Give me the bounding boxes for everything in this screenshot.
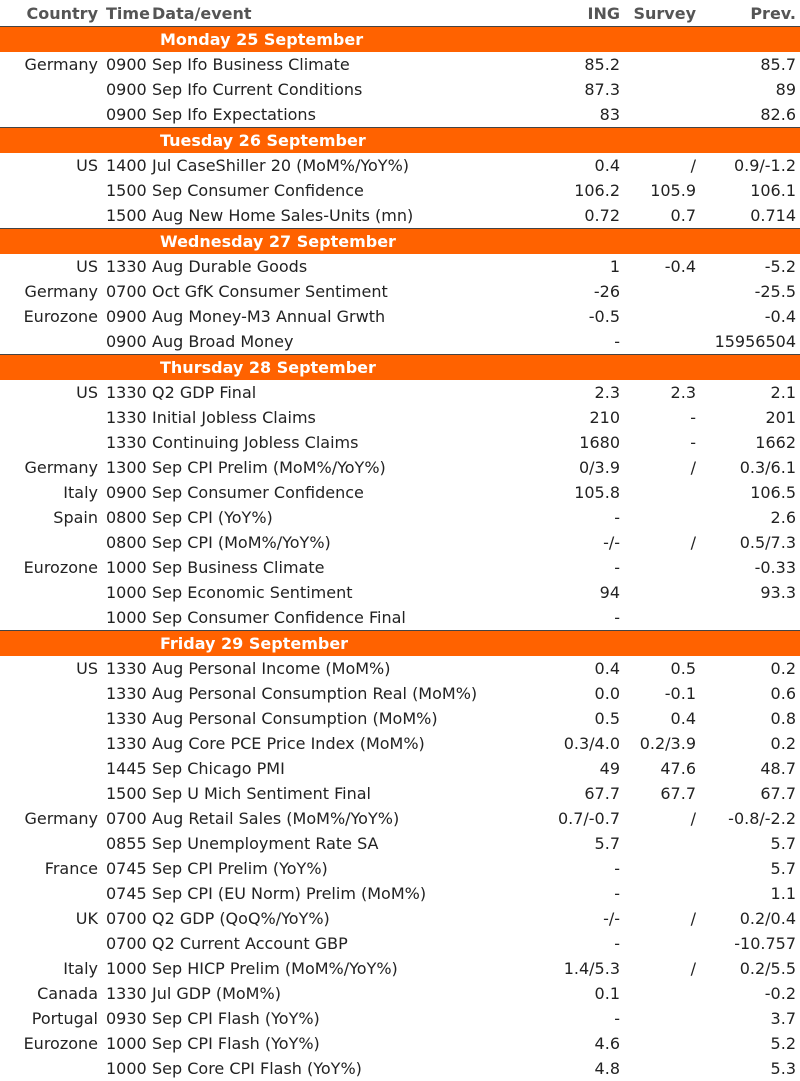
event-cell: Sep Consumer Confidence xyxy=(150,178,540,203)
survey-cell: / xyxy=(626,956,706,981)
event-cell: Sep Ifo Business Climate xyxy=(150,52,540,77)
table-row xyxy=(0,856,800,881)
event-cell: Sep CPI (MoM%/YoY%) xyxy=(150,530,540,555)
event-cell: Jul CaseShiller 20 (MoM%/YoY%) xyxy=(150,153,540,178)
table-row xyxy=(0,605,800,631)
event-cell: Aug Personal Consumption Real (MoM%) xyxy=(150,681,540,706)
prev-cell: 0.2/5.5 xyxy=(706,956,800,981)
country-cell xyxy=(0,605,104,631)
survey-cell: 105.9 xyxy=(626,178,706,203)
event-cell: Q2 GDP Final xyxy=(150,380,540,405)
survey-cell: 2.3 xyxy=(626,380,706,405)
survey-cell xyxy=(626,881,706,906)
table-row xyxy=(0,102,800,128)
time-cell: 1330 xyxy=(104,380,150,405)
survey-cell xyxy=(626,1056,706,1081)
prev-cell: 5.7 xyxy=(706,856,800,881)
survey-cell: 0.4 xyxy=(626,706,706,731)
time-cell: 1000 xyxy=(104,580,150,605)
time-cell: 0900 xyxy=(104,304,150,329)
survey-cell xyxy=(626,856,706,881)
survey-cell xyxy=(626,1031,706,1056)
country-cell xyxy=(0,580,104,605)
time-cell: 1000 xyxy=(104,1031,150,1056)
day-header-spacer xyxy=(0,631,150,657)
prev-cell: 1.1 xyxy=(706,881,800,906)
country-cell xyxy=(0,681,104,706)
time-cell: 1400 xyxy=(104,153,150,178)
day-header-row xyxy=(0,229,800,255)
table-row xyxy=(0,1006,800,1031)
country-cell xyxy=(0,203,104,229)
country-cell: Portugal xyxy=(0,1006,104,1031)
event-cell: Sep Ifo Current Conditions xyxy=(150,77,540,102)
prev-cell: 0.3/6.1 xyxy=(706,455,800,480)
time-cell: 1000 xyxy=(104,555,150,580)
event-cell: Oct GfK Consumer Sentiment xyxy=(150,279,540,304)
prev-cell: 82.6 xyxy=(706,102,800,128)
time-cell: 1330 xyxy=(104,981,150,1006)
prev-cell: 2.6 xyxy=(706,505,800,530)
ing-cell: 0.4 xyxy=(540,153,626,178)
ing-cell: - xyxy=(540,505,626,530)
day-label: Monday 25 September xyxy=(150,27,800,53)
header-survey: Survey xyxy=(626,0,706,27)
time-cell: 0900 xyxy=(104,480,150,505)
event-cell: Sep U Mich Sentiment Final xyxy=(150,781,540,806)
country-cell xyxy=(0,178,104,203)
time-cell: 0700 xyxy=(104,906,150,931)
ing-cell: 0.4 xyxy=(540,656,626,681)
survey-cell xyxy=(626,52,706,77)
survey-cell: / xyxy=(626,906,706,931)
table-row xyxy=(0,656,800,681)
table-row xyxy=(0,931,800,956)
table-row xyxy=(0,881,800,906)
day-header-spacer xyxy=(0,27,150,53)
time-cell: 1330 xyxy=(104,731,150,756)
survey-cell: -0.1 xyxy=(626,681,706,706)
table-row xyxy=(0,153,800,178)
country-cell xyxy=(0,756,104,781)
prev-cell: -0.8/-2.2 xyxy=(706,806,800,831)
table-row xyxy=(0,731,800,756)
survey-cell xyxy=(626,931,706,956)
event-cell: Aug Personal Consumption (MoM%) xyxy=(150,706,540,731)
survey-cell: 0.7 xyxy=(626,203,706,229)
table-row xyxy=(0,480,800,505)
country-cell xyxy=(0,329,104,355)
ing-cell: 0.7/-0.7 xyxy=(540,806,626,831)
country-cell xyxy=(0,781,104,806)
time-cell: 0745 xyxy=(104,881,150,906)
time-cell: 1330 xyxy=(104,681,150,706)
ing-cell: 0.5 xyxy=(540,706,626,731)
time-cell: 0900 xyxy=(104,329,150,355)
survey-cell: / xyxy=(626,153,706,178)
ing-cell: - xyxy=(540,605,626,631)
event-cell: Q2 GDP (QoQ%/YoY%) xyxy=(150,906,540,931)
header-row xyxy=(0,0,800,27)
day-header-row xyxy=(0,631,800,657)
country-cell: Eurozone xyxy=(0,555,104,580)
event-cell: Sep Economic Sentiment xyxy=(150,580,540,605)
event-cell: Sep Consumer Confidence xyxy=(150,480,540,505)
table-row xyxy=(0,806,800,831)
time-cell: 1330 xyxy=(104,254,150,279)
prev-cell: 106.1 xyxy=(706,178,800,203)
ing-cell: 0.72 xyxy=(540,203,626,229)
event-cell: Sep CPI Flash (YoY%) xyxy=(150,1006,540,1031)
ing-cell: - xyxy=(540,1006,626,1031)
ing-cell: 85.2 xyxy=(540,52,626,77)
time-cell: 1330 xyxy=(104,430,150,455)
country-cell xyxy=(0,77,104,102)
survey-cell xyxy=(626,505,706,530)
survey-cell xyxy=(626,981,706,1006)
event-cell: Sep CPI Prelim (MoM%/YoY%) xyxy=(150,455,540,480)
time-cell: 0930 xyxy=(104,1006,150,1031)
ing-cell: - xyxy=(540,856,626,881)
ing-cell: - xyxy=(540,555,626,580)
event-cell: Sep CPI (YoY%) xyxy=(150,505,540,530)
event-cell: Aug New Home Sales-Units (mn) xyxy=(150,203,540,229)
day-header-row xyxy=(0,128,800,154)
event-cell: Q2 Current Account GBP xyxy=(150,931,540,956)
time-cell: 0700 xyxy=(104,279,150,304)
time-cell: 1330 xyxy=(104,656,150,681)
event-cell: Aug Durable Goods xyxy=(150,254,540,279)
prev-cell: 2.1 xyxy=(706,380,800,405)
prev-cell: 85.7 xyxy=(706,52,800,77)
event-cell: Aug Core PCE Price Index (MoM%) xyxy=(150,731,540,756)
ing-cell: 94 xyxy=(540,580,626,605)
survey-cell: 67.7 xyxy=(626,781,706,806)
table-row xyxy=(0,956,800,981)
country-cell: Germany xyxy=(0,455,104,480)
prev-cell: 0.8 xyxy=(706,706,800,731)
day-label: Tuesday 26 September xyxy=(150,128,800,154)
event-cell: Sep CPI Prelim (YoY%) xyxy=(150,856,540,881)
time-cell: 1000 xyxy=(104,1056,150,1081)
table-row xyxy=(0,706,800,731)
table-row xyxy=(0,580,800,605)
survey-cell xyxy=(626,831,706,856)
ing-cell: - xyxy=(540,931,626,956)
country-cell: Italy xyxy=(0,956,104,981)
prev-cell: 0.714 xyxy=(706,203,800,229)
ing-cell: 0/3.9 xyxy=(540,455,626,480)
country-cell xyxy=(0,102,104,128)
time-cell: 0700 xyxy=(104,806,150,831)
event-cell: Continuing Jobless Claims xyxy=(150,430,540,455)
event-cell: Aug Broad Money xyxy=(150,329,540,355)
prev-cell: -0.2 xyxy=(706,981,800,1006)
table-row xyxy=(0,530,800,555)
ing-cell: 210 xyxy=(540,405,626,430)
time-cell: 1500 xyxy=(104,203,150,229)
time-cell: 1500 xyxy=(104,178,150,203)
time-cell: 0900 xyxy=(104,77,150,102)
country-cell xyxy=(0,430,104,455)
table-row xyxy=(0,981,800,1006)
time-cell: 0800 xyxy=(104,530,150,555)
ing-cell: 4.6 xyxy=(540,1031,626,1056)
event-cell: Jul GDP (MoM%) xyxy=(150,981,540,1006)
ing-cell: -/- xyxy=(540,906,626,931)
event-cell: Aug Personal Income (MoM%) xyxy=(150,656,540,681)
time-cell: 1500 xyxy=(104,781,150,806)
table-row xyxy=(0,405,800,430)
table-row xyxy=(0,178,800,203)
table-row xyxy=(0,781,800,806)
day-header-spacer xyxy=(0,229,150,255)
country-cell: Germany xyxy=(0,52,104,77)
prev-cell: 48.7 xyxy=(706,756,800,781)
survey-cell: / xyxy=(626,455,706,480)
calendar-body xyxy=(0,27,800,1081)
survey-cell xyxy=(626,77,706,102)
day-header-row xyxy=(0,355,800,381)
ing-cell: 105.8 xyxy=(540,480,626,505)
survey-cell: 47.6 xyxy=(626,756,706,781)
prev-cell: 0.2 xyxy=(706,731,800,756)
table-row xyxy=(0,756,800,781)
time-cell: 0900 xyxy=(104,102,150,128)
survey-cell xyxy=(626,304,706,329)
country-cell xyxy=(0,706,104,731)
prev-cell: -5.2 xyxy=(706,254,800,279)
survey-cell xyxy=(626,1006,706,1031)
ing-cell: 1680 xyxy=(540,430,626,455)
prev-cell: -0.33 xyxy=(706,555,800,580)
time-cell: 0855 xyxy=(104,831,150,856)
prev-cell: 1662 xyxy=(706,430,800,455)
event-cell: Aug Money-M3 Annual Grwth xyxy=(150,304,540,329)
country-cell: US xyxy=(0,656,104,681)
event-cell: Sep Unemployment Rate SA xyxy=(150,831,540,856)
header-event: Data/event xyxy=(150,0,540,27)
country-cell: Germany xyxy=(0,806,104,831)
table-row xyxy=(0,430,800,455)
country-cell: Germany xyxy=(0,279,104,304)
country-cell: US xyxy=(0,254,104,279)
header-prev: Prev. xyxy=(706,0,800,27)
prev-cell: 0.2/0.4 xyxy=(706,906,800,931)
prev-cell: 67.7 xyxy=(706,781,800,806)
survey-cell xyxy=(626,329,706,355)
country-cell xyxy=(0,931,104,956)
survey-cell xyxy=(626,580,706,605)
event-cell: Sep CPI Flash (YoY%) xyxy=(150,1031,540,1056)
event-cell: Sep Chicago PMI xyxy=(150,756,540,781)
ing-cell: 1 xyxy=(540,254,626,279)
event-cell: Sep HICP Prelim (MoM%/YoY%) xyxy=(150,956,540,981)
country-cell xyxy=(0,530,104,555)
table-row xyxy=(0,52,800,77)
ing-cell: -0.5 xyxy=(540,304,626,329)
prev-cell: 15956504 xyxy=(706,329,800,355)
table-row xyxy=(0,505,800,530)
ing-cell: 83 xyxy=(540,102,626,128)
event-cell: Sep CPI (EU Norm) Prelim (MoM%) xyxy=(150,881,540,906)
table-row xyxy=(0,1056,800,1081)
country-cell: Eurozone xyxy=(0,304,104,329)
prev-cell: 0.5/7.3 xyxy=(706,530,800,555)
time-cell: 0700 xyxy=(104,931,150,956)
ing-cell: 67.7 xyxy=(540,781,626,806)
header-time: Time xyxy=(104,0,150,27)
time-cell: 0800 xyxy=(104,505,150,530)
prev-cell: 89 xyxy=(706,77,800,102)
prev-cell: 93.3 xyxy=(706,580,800,605)
event-cell: Sep Core CPI Flash (YoY%) xyxy=(150,1056,540,1081)
event-cell: Sep Business Climate xyxy=(150,555,540,580)
event-cell: Sep Ifo Expectations xyxy=(150,102,540,128)
ing-cell: -/- xyxy=(540,530,626,555)
prev-cell: 0.9/-1.2 xyxy=(706,153,800,178)
ing-cell: 0.0 xyxy=(540,681,626,706)
table-row xyxy=(0,254,800,279)
country-cell: Canada xyxy=(0,981,104,1006)
country-cell xyxy=(0,405,104,430)
country-cell xyxy=(0,1056,104,1081)
country-cell: UK xyxy=(0,906,104,931)
prev-cell xyxy=(706,605,800,631)
prev-cell: -10.757 xyxy=(706,931,800,956)
country-cell: US xyxy=(0,380,104,405)
header-country: Country xyxy=(0,0,104,27)
ing-cell: - xyxy=(540,329,626,355)
prev-cell: 201 xyxy=(706,405,800,430)
country-cell xyxy=(0,831,104,856)
prev-cell: -0.4 xyxy=(706,304,800,329)
country-cell: Spain xyxy=(0,505,104,530)
time-cell: 1000 xyxy=(104,956,150,981)
survey-cell xyxy=(626,279,706,304)
day-header-spacer xyxy=(0,128,150,154)
survey-cell xyxy=(626,605,706,631)
time-cell: 0900 xyxy=(104,52,150,77)
ing-cell: 1.4/5.3 xyxy=(540,956,626,981)
ing-cell: 0.1 xyxy=(540,981,626,1006)
survey-cell: - xyxy=(626,430,706,455)
ing-cell: 5.7 xyxy=(540,831,626,856)
survey-cell: / xyxy=(626,806,706,831)
time-cell: 1000 xyxy=(104,605,150,631)
survey-cell: / xyxy=(626,530,706,555)
day-label: Thursday 28 September xyxy=(150,355,800,381)
survey-cell: -0.4 xyxy=(626,254,706,279)
ing-cell: 87.3 xyxy=(540,77,626,102)
event-cell: Sep Consumer Confidence Final xyxy=(150,605,540,631)
time-cell: 0745 xyxy=(104,856,150,881)
ing-cell: - xyxy=(540,881,626,906)
prev-cell: -25.5 xyxy=(706,279,800,304)
survey-cell xyxy=(626,102,706,128)
country-cell xyxy=(0,731,104,756)
event-cell: Initial Jobless Claims xyxy=(150,405,540,430)
table-row xyxy=(0,681,800,706)
ing-cell: -26 xyxy=(540,279,626,304)
country-cell: France xyxy=(0,856,104,881)
country-cell: Eurozone xyxy=(0,1031,104,1056)
prev-cell: 5.2 xyxy=(706,1031,800,1056)
survey-cell xyxy=(626,555,706,580)
ing-cell: 106.2 xyxy=(540,178,626,203)
ing-cell: 0.3/4.0 xyxy=(540,731,626,756)
day-label: Friday 29 September xyxy=(150,631,800,657)
time-cell: 1330 xyxy=(104,706,150,731)
prev-cell: 0.6 xyxy=(706,681,800,706)
survey-cell: - xyxy=(626,405,706,430)
event-cell: Aug Retail Sales (MoM%/YoY%) xyxy=(150,806,540,831)
ing-cell: 2.3 xyxy=(540,380,626,405)
table-row xyxy=(0,279,800,304)
prev-cell: 5.7 xyxy=(706,831,800,856)
table-row xyxy=(0,77,800,102)
day-header-spacer xyxy=(0,355,150,381)
survey-cell: 0.5 xyxy=(626,656,706,681)
prev-cell: 5.3 xyxy=(706,1056,800,1081)
table-row xyxy=(0,831,800,856)
table-row xyxy=(0,555,800,580)
country-cell xyxy=(0,881,104,906)
prev-cell: 3.7 xyxy=(706,1006,800,1031)
table-row xyxy=(0,203,800,229)
day-label: Wednesday 27 September xyxy=(150,229,800,255)
table-row xyxy=(0,329,800,355)
day-header-row xyxy=(0,27,800,53)
table-row xyxy=(0,304,800,329)
table-row xyxy=(0,906,800,931)
survey-cell xyxy=(626,480,706,505)
ing-cell: 49 xyxy=(540,756,626,781)
time-cell: 1300 xyxy=(104,455,150,480)
time-cell: 1330 xyxy=(104,405,150,430)
survey-cell: 0.2/3.9 xyxy=(626,731,706,756)
table-row xyxy=(0,455,800,480)
table-row xyxy=(0,380,800,405)
time-cell: 1445 xyxy=(104,756,150,781)
prev-cell: 106.5 xyxy=(706,480,800,505)
country-cell: US xyxy=(0,153,104,178)
prev-cell: 0.2 xyxy=(706,656,800,681)
header-ing: ING xyxy=(540,0,626,27)
country-cell: Italy xyxy=(0,480,104,505)
table-row xyxy=(0,1031,800,1056)
ing-cell: 4.8 xyxy=(540,1056,626,1081)
